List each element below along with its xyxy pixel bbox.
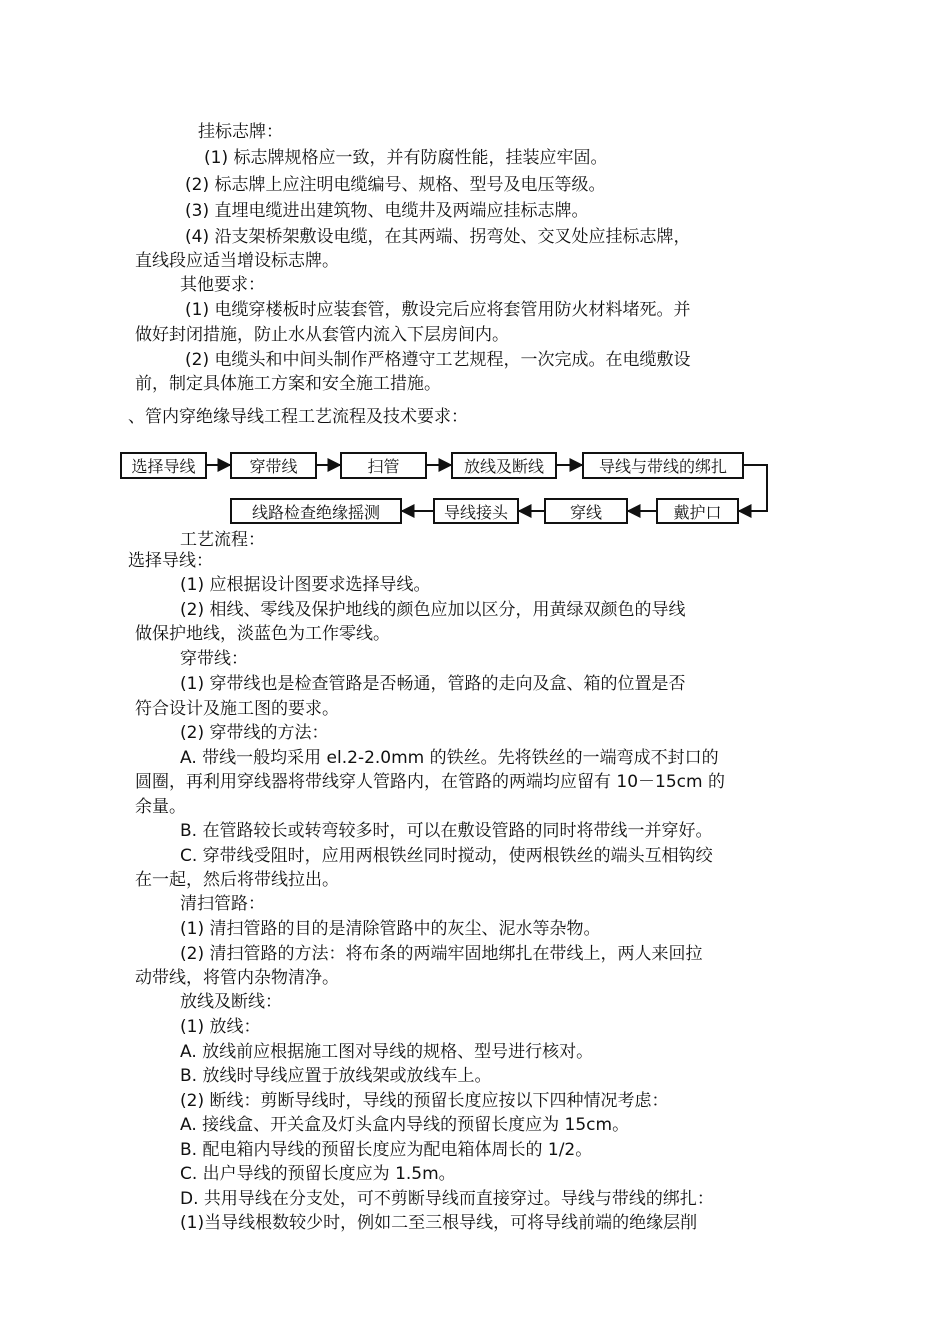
paragraph-line: (2) 清扫管路的方法：将布条的两端牢固地绑扎在带线上，两人来回拉 — [180, 944, 703, 964]
paragraph-line: A. 放线前应根据施工图对导线的规格、型号进行核对。 — [180, 1042, 594, 1062]
paragraph-line: A. 带线一般均采用 el.2-2.0mm 的铁丝。先将铁丝的一端弯成不封口的 — [180, 748, 719, 768]
paragraph-line: (2) 电缆头和中间头制作严格遵守工艺规程，一次完成。在电缆敷设 — [185, 350, 691, 370]
paragraph-line: 做好封闭措施，防止水从套管内流入下层房间内。 — [135, 325, 509, 345]
paragraph-line: 余量。 — [135, 797, 186, 817]
flow-step-wire-joint: 导线接头 — [433, 498, 519, 524]
paragraph-line: B. 在管路较长或转弯较多时，可以在敷设管路的同时将带线一并穿好。 — [180, 821, 713, 841]
heading-other-requirements: 其他要求： — [180, 275, 265, 295]
paragraph-line: 动带线，将管内杂物清净。 — [135, 968, 339, 988]
heading-select-wire: 选择导线： — [128, 551, 213, 571]
flow-step-insulation-test: 线路检查绝缘摇测 — [230, 498, 402, 524]
paragraph-line: 圆圈，再利用穿线器将带线穿人管路内，在管路的两端均应留有 10－15cm 的 — [135, 772, 725, 792]
flow-step-unwind-cut: 放线及断线 — [451, 452, 557, 479]
flow-step-pull-tape: 穿带线 — [230, 452, 317, 479]
paragraph-line: (2) 断线：剪断导线时，导线的预留长度应按以下四种情况考虑： — [180, 1091, 669, 1111]
heading-clean-pipe: 清扫管路： — [180, 894, 265, 914]
paragraph-line: (1) 清扫管路的目的是清除管路中的灰尘、泥水等杂物。 — [180, 919, 601, 939]
paragraph-line: B. 放线时导线应置于放线架或放线车上。 — [180, 1066, 492, 1086]
flow-step-select-wire: 选择导线 — [120, 452, 207, 479]
heading-hang-signs: 挂标志牌： — [198, 122, 283, 142]
paragraph-line: 做保护地线，淡蓝色为工作零线。 — [135, 624, 390, 644]
flow-step-fit-bushing: 戴护口 — [656, 498, 739, 524]
paragraph-line: 直线段应适当增设标志牌。 — [135, 251, 339, 271]
paragraph-line: (4) 沿支架桥架敷设电缆，在其两端、拐弯处、交叉处应挂标志牌， — [185, 227, 691, 247]
paragraph-line: 符合设计及施工图的要求。 — [135, 699, 339, 719]
paragraph-line: (2) 穿带线的方法： — [180, 723, 329, 743]
paragraph-line: (1) 穿带线也是检查管路是否畅通，管路的走向及盒、箱的位置是否 — [180, 674, 686, 694]
paragraph-line: A. 接线盒、开关盒及灯头盒内导线的预留长度应为 15cm。 — [180, 1115, 630, 1135]
paragraph-line: B. 配电箱内导线的预留长度应为配电箱体周长的 1/2。 — [180, 1140, 593, 1160]
paragraph-line: 在一起，然后将带线拉出。 — [135, 870, 339, 890]
paragraph-line: (1)当导线根数较少时，例如二至三根导线，可将导线前端的绝缘层削 — [180, 1213, 698, 1233]
heading-pull-tape: 穿带线： — [180, 649, 248, 669]
paragraph-line: 前，制定具体施工方案和安全施工措施。 — [135, 374, 441, 394]
paragraph-line: D. 共用导线在分支处，可不剪断导线而直接穿过。导线与带线的绑扎： — [180, 1189, 714, 1209]
paragraph-line: (1) 应根据设计图要求选择导线。 — [180, 575, 431, 595]
paragraph-line: (1) 标志牌规格应一致，并有防腐性能，挂装应牢固。 — [204, 148, 608, 168]
paragraph-line: (1) 电缆穿楼板时应装套管，敷设完后应将套管用防火材料堵死。并 — [185, 300, 691, 320]
heading-unwind-cut: 放线及断线： — [180, 992, 282, 1012]
flow-step-bind-wire: 导线与带线的绑扎 — [582, 452, 744, 479]
paragraph-line: (2) 相线、零线及保护地线的颜色应加以区分，用黄绿双颜色的导线 — [180, 600, 686, 620]
flow-step-clean-pipe: 扫管 — [340, 452, 427, 479]
section-heading-conduit-wiring: 、管内穿绝缘导线工程工艺流程及技术要求： — [128, 407, 468, 427]
paragraph-line: C. 穿带线受阻时，应用两根铁丝同时搅动，使两根铁丝的端头互相钩绞 — [180, 846, 713, 866]
paragraph-line: C. 出户导线的预留长度应为 1.5m。 — [180, 1164, 456, 1184]
paragraph-line: (3) 直埋电缆进出建筑物、电缆井及两端应挂标志牌。 — [185, 201, 589, 221]
heading-process-flow: 工艺流程： — [180, 530, 265, 550]
paragraph-line: (1) 放线： — [180, 1017, 261, 1037]
paragraph-line: (2) 标志牌上应注明电缆编号、规格、型号及电压等级。 — [185, 175, 606, 195]
flow-step-thread-wire: 穿线 — [544, 498, 628, 524]
